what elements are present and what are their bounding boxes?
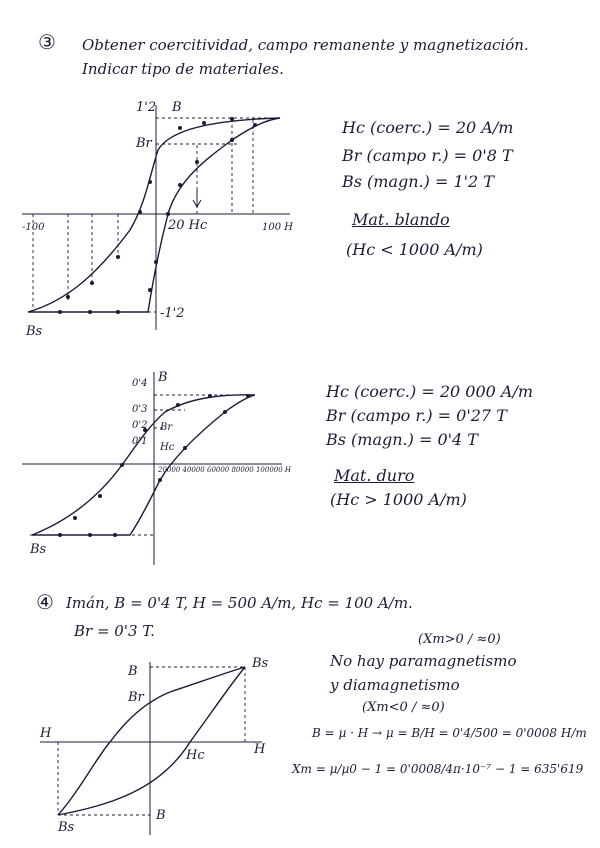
graph3-h-right-label: H bbox=[254, 742, 266, 757]
graph3-hc-label: Hc bbox=[186, 748, 205, 763]
graph1-br-label: Br bbox=[136, 136, 152, 151]
exercise-4-statement: Imán, B = 0'4 T, H = 500 A/m, Hc = 100 A/m. bbox=[66, 594, 413, 612]
graph1-b-axis-label: B bbox=[172, 100, 182, 115]
graph3-bs-top-label: Bs bbox=[252, 656, 269, 671]
graph2-bs-label: Bs bbox=[30, 542, 47, 557]
exercise-4-statement-2: Br = 0'3 T. bbox=[74, 622, 155, 640]
graph2-br-label: Br bbox=[160, 422, 173, 433]
graph1-b-bottom-tick: -1'2 bbox=[160, 306, 185, 321]
notes3-xm-equation: Xm = μ/μ0 − 1 = 0'0008/4π·10⁻⁷ − 1 = 635'619 bbox=[292, 762, 584, 776]
graph2-tick-03: 0'3 bbox=[132, 404, 148, 415]
graph3-br-label: Br bbox=[128, 690, 144, 705]
notes2-material-type: Mat. duro bbox=[334, 466, 415, 485]
graph3-upper-branch bbox=[58, 667, 245, 815]
exercise-3-number: ③ bbox=[38, 30, 56, 54]
graph2-tick-01: 0'1 bbox=[132, 436, 148, 447]
notes1-material-type: Mat. blando bbox=[352, 210, 450, 229]
graph2-tick-04: 0'4 bbox=[132, 378, 148, 389]
notes3-no-diamagnetism: y diamagnetismo bbox=[330, 676, 460, 694]
notes1-hc: Hc (coerc.) = 20 A/m bbox=[342, 118, 514, 137]
notes3-dia-condition: (Xm<0 / ≈0) bbox=[362, 700, 445, 715]
exercise-4-number: ④ bbox=[36, 590, 54, 614]
graph2-h-ticks: 20000 40000 60000 80000 100000 H bbox=[158, 466, 292, 474]
notes3-mu-equation: B = μ · H → μ = B/H = 0'4/500 = 0'0008 H/m bbox=[312, 726, 587, 740]
graph2-hc-label: Hc bbox=[160, 442, 175, 453]
graph3-bs-bottom-label: Bs bbox=[58, 820, 75, 835]
notes3-para-condition: (Xm>0 / ≈0) bbox=[418, 632, 501, 647]
graph3-h-left-label: H bbox=[40, 726, 52, 741]
graph2-tick-02: 0'2 bbox=[132, 420, 148, 431]
notes2-condition: (Hc > 1000 A/m) bbox=[330, 490, 467, 509]
notes1-bs: Bs (magn.) = 1'2 T bbox=[342, 172, 494, 191]
graph2-b-axis-label: B bbox=[158, 370, 168, 385]
graph1-b-top-tick: 1'2 bbox=[136, 100, 157, 115]
graph1-hc-label: 20 Hc bbox=[168, 218, 208, 233]
graph1-h-right-tick: 100 H bbox=[262, 222, 293, 233]
exercise-3-statement: Obtener coercitividad, campo remanente y magnetización. bbox=[82, 36, 529, 54]
notes2-bs: Bs (magn.) = 0'4 T bbox=[326, 430, 478, 449]
notes1-br: Br (campo r.) = 0'8 T bbox=[342, 146, 513, 165]
notes1-condition: (Hc < 1000 A/m) bbox=[346, 240, 483, 259]
graph3-b-top-label: B bbox=[128, 664, 138, 679]
exercise-3-statement-2: Indicar tipo de materiales. bbox=[82, 60, 284, 78]
notes2-br: Br (campo r.) = 0'27 T bbox=[326, 406, 507, 425]
graph1-h-left-tick: -100 bbox=[22, 222, 45, 233]
notes2-hc: Hc (coerc.) = 20 000 A/m bbox=[326, 382, 534, 401]
graph3-lower-branch bbox=[58, 667, 245, 815]
graph3-b-bottom-label: B bbox=[156, 808, 166, 823]
notes3-no-paramagnetism: No hay paramagnetismo bbox=[330, 652, 517, 670]
graph1-bs-label: Bs bbox=[26, 324, 43, 339]
